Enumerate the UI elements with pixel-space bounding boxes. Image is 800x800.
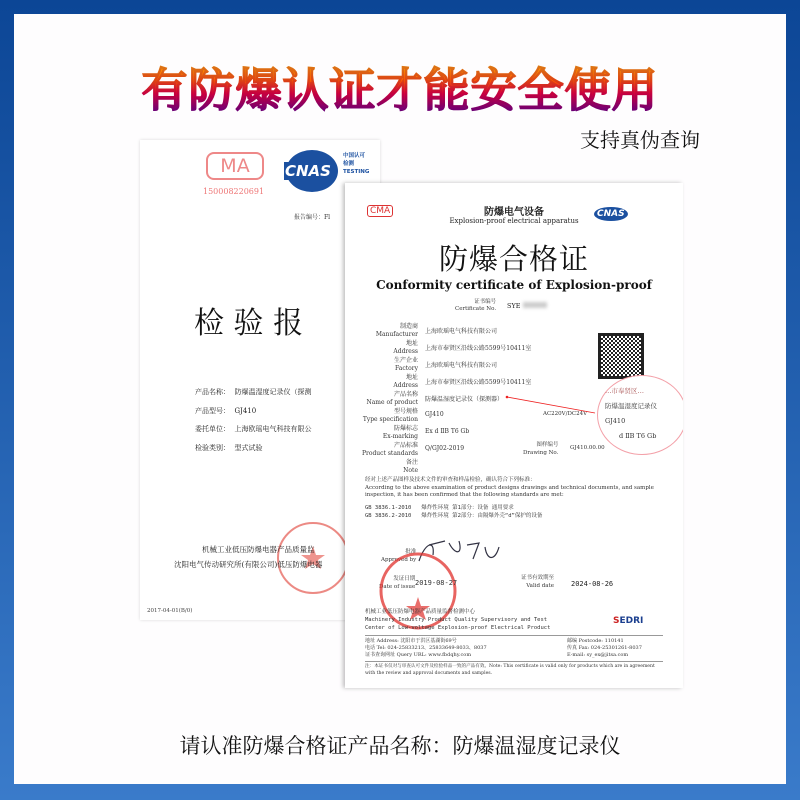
field-value: 防爆温湿度记录仪（探测器） [425,396,504,403]
field-value: Ex d ⅡB T6 Gb [425,428,470,435]
field-value: Q/GJ02-2019 [425,445,465,452]
report-issuer: 机械工业低压防爆电器产品质量监 沈阳电气传动研究所(有限公司)低压防爆电器 [174,545,323,569]
valid-date: 2024-08-26 [571,580,614,588]
field-label: 防爆标志 Ex-marking [382,425,418,440]
certificate-title-en: Conformity certificate of Explosion-proof [376,278,652,292]
field-label: 备注 Note [403,459,418,474]
cnas-text: CNAS [285,162,331,180]
field-value: GJ410 [425,411,444,418]
cert-no-label: 证书编号 Certificate No. [455,299,497,312]
cma-number: 150008220691 [203,187,265,196]
cma-logo: CMA [367,205,393,217]
divider [365,661,663,662]
field-value: 上海市奉贤区沿线公路5599号10411室 [425,345,532,352]
field-value: 上海欧瑶电气科技有限公司 [425,328,498,335]
conformity-certificate [345,183,683,688]
issuing-center: 机械工业低压防爆电器产品质量监督检测中心 Machinery Industry Product Quality Supervisory and Test Center of Low-voltage Explosion-proof Electrical Product [365,609,551,631]
divider [365,635,663,636]
standards-list: GB 3836.1-2010 爆炸性环境 第1部分：设备 通用要求 GB 3836.2-2010 爆炸性环境 第2部分：由隔爆外壳“d”保护的设备 [365,505,543,519]
headline: 有防爆认证才能安全使用 [0,54,800,120]
inspection-report [140,140,380,620]
statement: 经对上述产品图样及技术文件的审查和样品检验，确认符合下列标准： According to the above examination of product designs drawings and technical documents, and sample inspection, it has been confirmed that the following standards are met: [365,477,654,498]
field-value: 上海市奉贤区沿线公路5599号10411室 [425,379,532,386]
field-label: 型号规格 Type specification [362,408,418,423]
header-en: Explosion-proof electrical apparatus [449,217,579,225]
cma-logo: MA [206,152,264,180]
field-label: 生产企业 Factory [393,357,418,372]
report-number: 报告编号：Fl [294,214,331,221]
contact-info: 地址 Address: 沈阳市于洪区基湖街69号 电话 Tel: 024-25833213、25833649-8033、8037 证书查询网址 Query URL: www.fbdqhy.com [365,638,487,658]
approved-label: 批准 Approved by [381,549,417,563]
cert-no: SYE [507,302,547,310]
callout-product: 防爆温湿度记录仪 [605,402,657,410]
field-label: 产品标准 Product standards [361,442,418,457]
cnas-sub: 中国认可 检测 TESTING [343,153,370,175]
drawing-no-label: 图样编号 Drawing No. [523,442,559,456]
header-cn: 防爆电气设备 [484,207,544,218]
callout-circle [597,375,683,455]
contact-info-2: 邮编 Postcode: 110141 传真 Fax: 024-25301261-8037 E-mail: sy_ex@jitsa.com [567,638,642,658]
issue-label: 发证日期 Date of issue [379,576,416,590]
edri-logo: SEDRI [613,616,644,626]
valid-label: 证书有效期至 Valid date [521,575,555,589]
issue-date: 2019-08-27 [415,579,458,587]
product-name-notice: 请认准防爆合格证产品名称：防爆温湿度记录仪 [179,734,621,758]
field-label: 制造商 Manufacturer [375,323,418,338]
report-title: 检 验 报 [194,306,304,341]
report-date: 2017-04-01(B/0) [147,608,193,614]
certificate-title-cn: 防爆合格证 [438,242,589,276]
field-extra: AC220V/DC24V [543,411,588,417]
callout-text: …市奉贤区… [605,387,644,395]
verify-note: 支持真伪查询 [580,128,700,152]
field-label: 地址 Address [393,374,418,389]
report-fields: 产品名称： 防爆温湿度记录仪（探测 产品型号： GJ410 委托单位： 上海欧瑶电气科技有限公 检验类别： 型式试验 [195,388,312,452]
field-extra: GJ410.00.00 [570,445,605,451]
field-label: 产品名称 Name of product [366,391,418,406]
validity-note: 注：本证书仅对与审查认可文件及检验样品一致的产品有效。Note: This certificate is valid only for products which are in agreement with the review and approval documents and samples. [365,664,655,676]
cnas-logo: CNAS [594,207,628,221]
field-label: 地址 Address [393,340,418,355]
callout-marking: d ⅡB T6 Gb [619,432,657,440]
field-value: 上海欧瑶电气科技有限公司 [425,362,498,369]
callout-model: GJ410 [605,417,626,425]
